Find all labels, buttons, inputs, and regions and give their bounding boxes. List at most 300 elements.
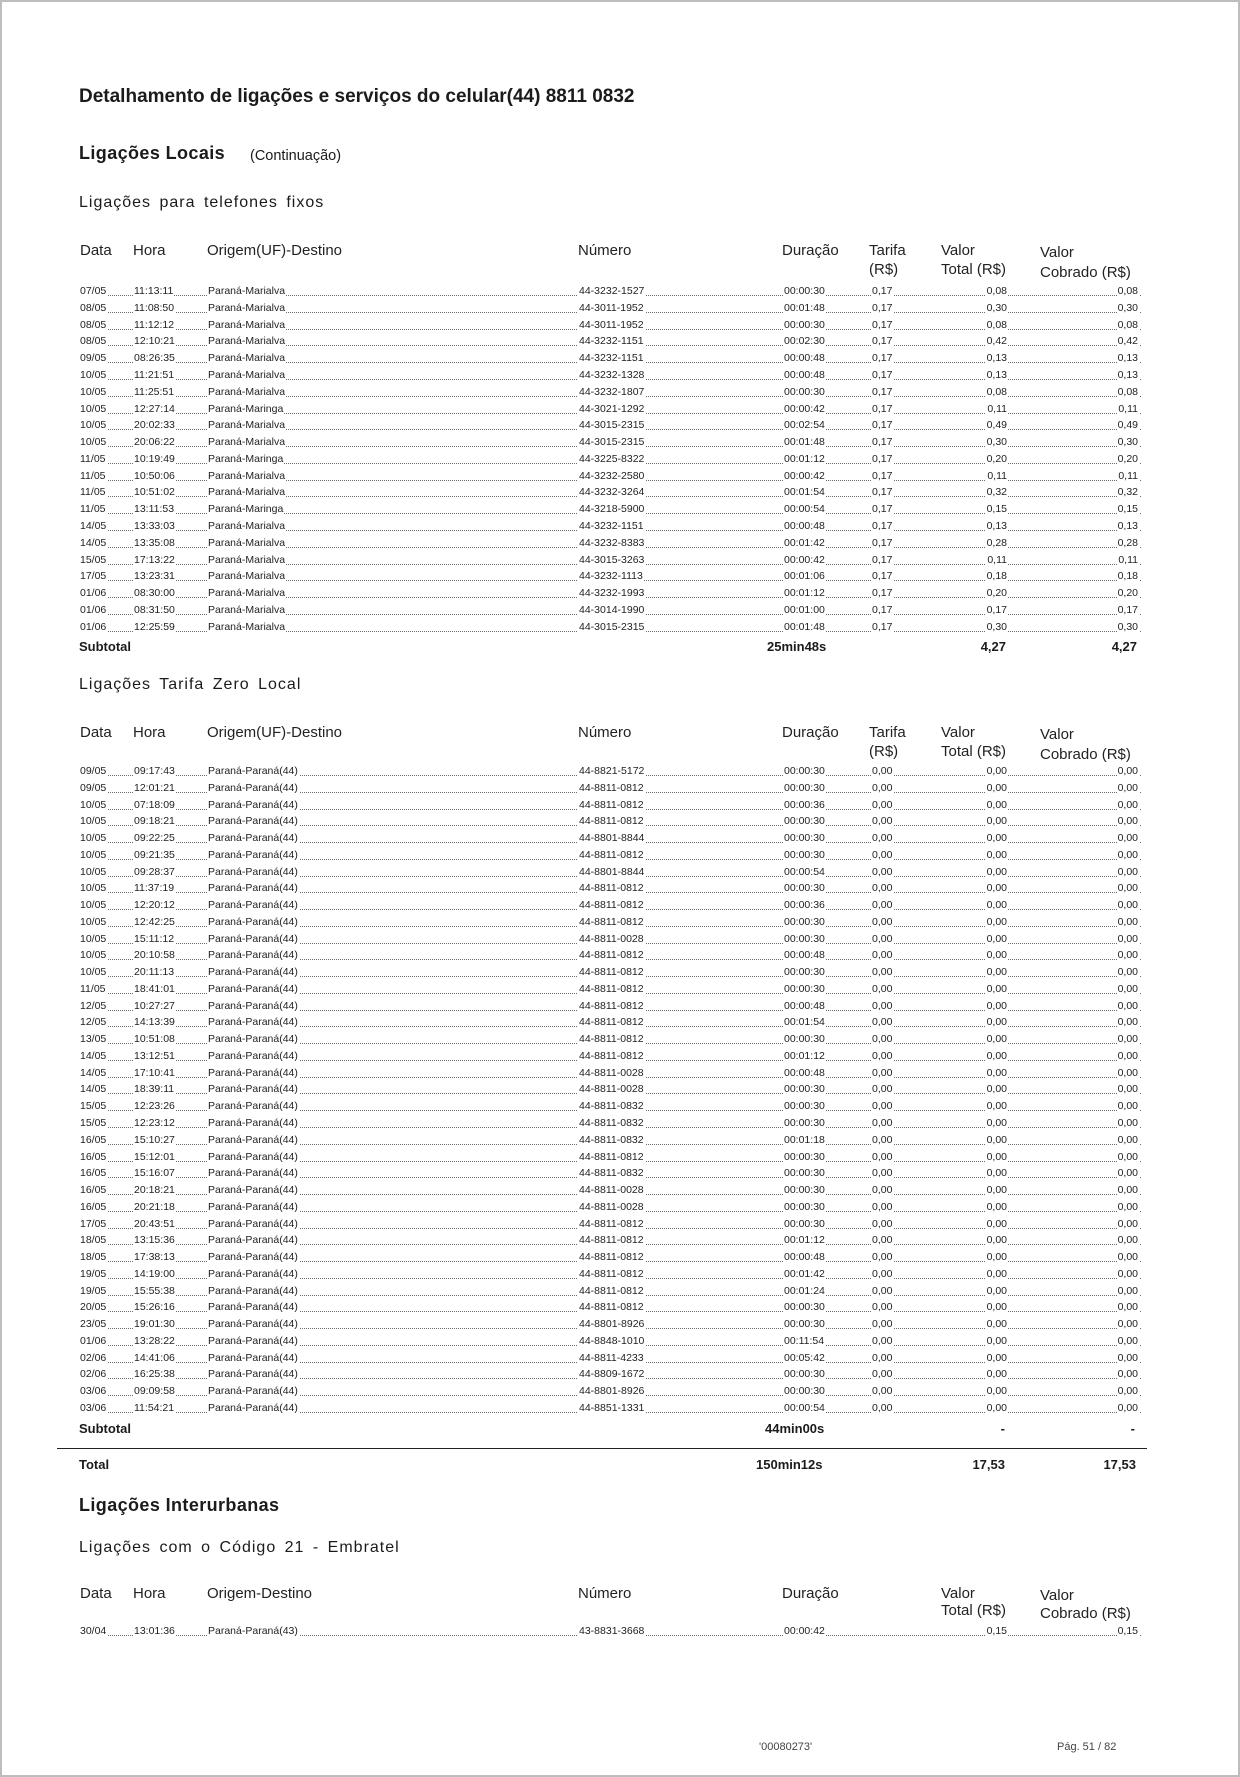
section-title-locais: Ligações Locais	[79, 143, 226, 163]
cell-origem: Paraná-Paraná(44)	[208, 798, 298, 811]
cell-hora: 13:15:36	[134, 1234, 175, 1247]
table-row	[2, 915, 1238, 929]
cell-valor-total: 0,08	[986, 385, 1007, 398]
cell-data: 14/05	[80, 536, 107, 549]
table-row	[2, 1200, 1238, 1214]
cell-valor-cobrado: 0,13	[1117, 368, 1138, 381]
cell-valor-total: 0,49	[986, 419, 1007, 432]
header-numero: Número	[578, 724, 632, 741]
cell-valor-total: 0,00	[986, 1117, 1007, 1129]
cell-numero: 44-3232-1807	[579, 385, 645, 398]
cell-hora: 09:21:35	[134, 848, 175, 861]
cell-origem: Paraná-Paraná(44)	[208, 1301, 298, 1314]
cell-origem: Paraná-Paraná(44)	[208, 1100, 298, 1113]
cell-origem: Paraná-Marialva	[208, 603, 286, 616]
cell-numero: 44-3232-1527	[579, 285, 645, 297]
cell-valor-cobrado: 0,17	[1117, 603, 1138, 616]
cell-valor-total: 0,42	[986, 335, 1007, 348]
cell-valor-total: 0,00	[986, 1133, 1007, 1146]
cell-origem: Paraná-Marialva	[208, 419, 286, 432]
cell-tarifa: 0,00	[872, 882, 893, 895]
cell-valor-cobrado: 0,00	[1117, 915, 1138, 928]
cell-data: 13/05	[80, 1033, 107, 1046]
cell-hora: 15:26:16	[134, 1301, 175, 1314]
cell-origem: Paraná-Paraná(44)	[208, 1385, 298, 1398]
cell-origem: Paraná-Paraná(44)	[208, 932, 298, 945]
cell-hora: 13:12:51	[134, 1049, 175, 1062]
table-row	[2, 469, 1238, 483]
header-origem: Origem(UF)-Destino	[207, 242, 343, 259]
cell-data: 16/05	[80, 1133, 107, 1146]
section-note: (Continuação)	[250, 148, 342, 164]
cell-tarifa: 0,00	[872, 966, 893, 979]
table-row	[2, 620, 1238, 634]
cell-tarifa: 0,17	[872, 368, 893, 381]
cell-tarifa: 0,17	[872, 385, 893, 398]
cell-numero: 43-8831-3668	[579, 1625, 645, 1637]
cell-origem: Paraná-Paraná(44)	[208, 1351, 298, 1364]
table-row	[2, 402, 1238, 416]
table-row	[2, 284, 1238, 298]
cell-hora: 09:18:21	[134, 815, 175, 828]
table-row	[2, 798, 1238, 812]
cell-hora: 13:33:03	[134, 519, 175, 532]
cell-valor-total: 0,15	[986, 1625, 1007, 1637]
cell-numero: 44-8811-0812	[579, 1217, 644, 1230]
cell-hora: 12:20:12	[134, 899, 175, 912]
cell-hora: 11:08:50	[134, 301, 175, 314]
cell-valor-cobrado: 0,42	[1117, 335, 1138, 348]
cell-duracao: 00:00:30	[784, 1368, 825, 1381]
cell-origem: Paraná-Maringa	[208, 452, 284, 465]
cell-valor-total: 0,20	[986, 587, 1007, 599]
cell-tarifa: 0,00	[872, 1401, 893, 1414]
cell-hora: 20:10:58	[134, 949, 175, 962]
cell-numero: 44-3232-3264	[579, 486, 645, 499]
cell-tarifa: 0,00	[872, 848, 893, 861]
cell-data: 14/05	[80, 1083, 107, 1096]
cell-tarifa: 0,17	[872, 587, 893, 599]
cell-hora: 13:01:36	[134, 1625, 175, 1637]
subsection-title-embratel: Ligações com o Código 21 - Embratel	[79, 1539, 400, 1556]
cell-duracao: 00:00:30	[784, 1117, 825, 1129]
cell-valor-total: 0,15	[986, 503, 1007, 516]
cell-numero: 44-8811-0812	[579, 1251, 644, 1263]
cell-duracao: 00:00:48	[784, 1251, 825, 1263]
cell-origem: Paraná-Paraná(44)	[208, 1066, 298, 1079]
cell-origem: Paraná-Paraná(44)	[208, 1167, 298, 1180]
table-row	[2, 932, 1238, 946]
cell-valor-cobrado: 0,00	[1117, 1083, 1138, 1096]
cell-hora: 17:13:22	[134, 553, 175, 566]
table-row	[2, 865, 1238, 879]
cell-tarifa: 0,00	[872, 1301, 893, 1314]
cell-data: 10/05	[80, 815, 107, 828]
cell-valor-total: 0,30	[986, 301, 1007, 314]
cell-valor-cobrado: 0,00	[1117, 1234, 1138, 1247]
cell-data: 14/05	[80, 519, 107, 532]
cell-valor-cobrado: 0,08	[1117, 385, 1138, 398]
cell-data: 18/05	[80, 1234, 107, 1247]
cell-duracao: 00:01:42	[784, 536, 825, 549]
subtotal-valor-cobrado: 4,27	[1111, 639, 1137, 654]
cell-tarifa: 0,00	[872, 865, 893, 878]
cell-numero: 44-3232-8383	[579, 536, 645, 549]
cell-tarifa: 0,17	[872, 335, 893, 348]
cell-data: 10/05	[80, 932, 107, 945]
cell-data: 20/05	[80, 1301, 107, 1314]
table-row	[2, 519, 1238, 533]
cell-numero: 44-8801-8926	[579, 1318, 645, 1331]
cell-duracao: 00:01:12	[784, 452, 825, 465]
cell-duracao: 00:00:30	[784, 1200, 825, 1213]
cell-valor-total: 0,00	[986, 1251, 1007, 1263]
cell-origem: Paraná-Marialva	[208, 553, 286, 566]
cell-numero: 44-3011-1952	[579, 301, 644, 314]
cell-data: 18/05	[80, 1251, 107, 1263]
cell-valor-cobrado: 0,00	[1117, 1049, 1138, 1062]
cell-hora: 16:25:38	[134, 1368, 175, 1381]
header-valor-total-unit: Total (R$)	[941, 743, 1007, 760]
table-row	[2, 569, 1238, 583]
cell-origem: Paraná-Paraná(44)	[208, 1217, 298, 1230]
cell-data: 09/05	[80, 781, 107, 794]
cell-data: 10/05	[80, 402, 107, 415]
cell-hora: 15:12:01	[134, 1150, 175, 1163]
cell-origem: Paraná-Paraná(44)	[208, 1033, 298, 1046]
cell-valor-total: 0,00	[986, 832, 1007, 844]
cell-duracao: 00:11:54	[784, 1334, 825, 1347]
cell-hora: 10:51:08	[134, 1033, 175, 1046]
cell-origem: Paraná-Paraná(44)	[208, 765, 298, 777]
table-row	[2, 1367, 1238, 1381]
cell-origem: Paraná-Paraná(44)	[208, 1251, 298, 1263]
cell-valor-cobrado: 0,11	[1118, 553, 1138, 566]
cell-valor-cobrado: 0,00	[1117, 1301, 1138, 1314]
header-tarifa-unit: (R$)	[869, 743, 899, 760]
cell-tarifa: 0,00	[872, 1234, 893, 1247]
cell-numero: 44-8811-0812	[579, 1049, 644, 1062]
cell-origem: Paraná-Marialva	[208, 301, 286, 314]
cell-origem: Paraná-Marialva	[208, 368, 286, 381]
cell-duracao: 00:00:42	[784, 1625, 825, 1637]
cell-data: 11/05	[80, 982, 106, 995]
cell-valor-cobrado: 0,00	[1117, 815, 1138, 828]
cell-valor-cobrado: 0,00	[1117, 865, 1138, 878]
cell-data: 16/05	[80, 1167, 107, 1180]
cell-tarifa: 0,00	[872, 1133, 893, 1146]
cell-data: 19/05	[80, 1267, 107, 1280]
cell-valor-total: 0,00	[986, 1184, 1007, 1196]
cell-valor-cobrado: 0,00	[1117, 1217, 1138, 1230]
subsection-title-tarifa-zero: Ligações Tarifa Zero Local	[79, 676, 302, 693]
cell-duracao: 00:01:48	[784, 620, 825, 633]
header-hora: Hora	[133, 1585, 166, 1602]
cell-tarifa: 0,00	[872, 1351, 893, 1364]
cell-data: 16/05	[80, 1184, 107, 1196]
cell-numero: 44-3014-1990	[579, 603, 645, 616]
cell-origem: Paraná-Marialva	[208, 486, 286, 499]
cell-valor-cobrado: 0,00	[1117, 1368, 1138, 1381]
cell-hora: 14:41:06	[134, 1351, 175, 1364]
cell-hora: 12:25:59	[134, 620, 175, 633]
table-row	[2, 418, 1238, 432]
cell-valor-cobrado: 0,00	[1117, 1184, 1138, 1196]
cell-numero: 44-3015-2315	[579, 620, 645, 633]
cell-valor-total: 0,00	[986, 815, 1007, 828]
cell-valor-cobrado: 0,18	[1117, 570, 1138, 583]
cell-valor-total: 0,11	[987, 469, 1007, 482]
cell-duracao: 00:01:42	[784, 1267, 825, 1280]
cell-numero: 44-8811-0812	[579, 882, 644, 895]
cell-valor-cobrado: 0,00	[1117, 1150, 1138, 1163]
cell-origem: Paraná-Marialva	[208, 352, 286, 365]
cell-valor-cobrado: 0,00	[1117, 1133, 1138, 1146]
cell-data: 10/05	[80, 915, 107, 928]
header-tarifa: Tarifa	[869, 724, 906, 741]
cell-data: 16/05	[80, 1200, 107, 1213]
cell-valor-total: 0,00	[986, 1066, 1007, 1079]
header-valor-total: Valor	[941, 1585, 975, 1602]
cell-data: 01/06	[80, 1334, 107, 1347]
cell-hora: 08:30:00	[134, 587, 175, 599]
cell-valor-cobrado: 0,20	[1117, 452, 1138, 465]
cell-duracao: 00:00:30	[784, 848, 825, 861]
cell-valor-cobrado: 0,11	[1118, 469, 1138, 482]
table-row	[2, 1150, 1238, 1164]
cell-tarifa: 0,00	[872, 899, 893, 912]
cell-hora: 15:55:38	[134, 1284, 175, 1297]
cell-valor-total: 0,00	[986, 1334, 1007, 1347]
cell-numero: 44-3232-1151	[579, 519, 644, 532]
table-row	[2, 553, 1238, 567]
cell-hora: 10:51:02	[134, 486, 175, 499]
table-row	[2, 1049, 1238, 1063]
cell-hora: 09:28:37	[134, 865, 175, 878]
cell-hora: 20:18:21	[134, 1184, 175, 1196]
cell-origem: Paraná-Paraná(44)	[208, 815, 298, 828]
table-row	[2, 1166, 1238, 1180]
table-row	[2, 1015, 1238, 1029]
table-row	[2, 1384, 1238, 1398]
cell-data: 10/05	[80, 832, 107, 844]
cell-data: 19/05	[80, 1284, 107, 1297]
cell-valor-cobrado: 0,00	[1117, 949, 1138, 962]
header-valor-total: Valor	[941, 242, 975, 259]
cell-numero: 44-3225-8322	[579, 452, 645, 465]
cell-data: 08/05	[80, 335, 107, 348]
table-row	[2, 999, 1238, 1013]
table-row	[2, 1317, 1238, 1331]
cell-data: 11/05	[80, 503, 106, 516]
cell-valor-cobrado: 0,08	[1117, 318, 1138, 331]
cell-numero: 44-8811-0812	[579, 982, 644, 995]
cell-numero: 44-8811-0832	[579, 1167, 644, 1180]
cell-valor-total: 0,00	[986, 1368, 1007, 1381]
cell-tarifa: 0,00	[872, 949, 893, 962]
cell-tarifa: 0,00	[872, 1049, 893, 1062]
cell-tarifa: 0,17	[872, 301, 893, 314]
cell-numero: 44-3015-2315	[579, 419, 645, 432]
cell-data: 10/05	[80, 865, 107, 878]
cell-data: 10/05	[80, 899, 107, 912]
cell-numero: 44-8811-0812	[579, 1150, 644, 1163]
cell-numero: 44-8811-0812	[579, 815, 644, 828]
header-numero: Número	[578, 242, 632, 259]
cell-valor-cobrado: 0,00	[1117, 1200, 1138, 1213]
cell-numero: 44-8811-0812	[579, 1033, 644, 1046]
table-row	[2, 1284, 1238, 1298]
cell-numero: 44-8811-0812	[579, 1284, 644, 1297]
cell-origem: Paraná-Paraná(44)	[208, 848, 298, 861]
cell-valor-total: 0,13	[986, 519, 1007, 532]
cell-origem: Paraná-Paraná(44)	[208, 1267, 298, 1280]
cell-hora: 09:17:43	[134, 765, 175, 777]
cell-duracao: 00:00:48	[784, 999, 825, 1012]
cell-tarifa: 0,00	[872, 798, 893, 811]
cell-duracao: 00:00:30	[784, 932, 825, 945]
cell-valor-cobrado: 0,15	[1117, 1625, 1138, 1637]
cell-tarifa: 0,00	[872, 1083, 893, 1096]
cell-duracao: 00:01:12	[784, 1234, 825, 1247]
cell-data: 10/05	[80, 368, 107, 381]
cell-numero: 44-8811-0812	[579, 848, 644, 861]
cell-valor-cobrado: 0,00	[1117, 1401, 1138, 1414]
cell-tarifa: 0,00	[872, 832, 893, 844]
cell-hora: 11:54:21	[134, 1401, 175, 1414]
header-hora: Hora	[133, 724, 166, 741]
cell-tarifa: 0,00	[872, 1016, 893, 1029]
total-duracao: 150min12s	[756, 1457, 823, 1472]
cell-valor-total: 0,00	[986, 1301, 1007, 1314]
cell-data: 15/05	[80, 553, 107, 566]
cell-numero: 44-3015-3263	[579, 553, 645, 566]
cell-valor-total: 0,28	[986, 536, 1007, 549]
cell-duracao: 00:00:30	[784, 765, 825, 777]
cell-hora: 10:50:06	[134, 469, 175, 482]
cell-hora: 10:27:27	[134, 999, 175, 1012]
cell-duracao: 00:00:42	[784, 469, 825, 482]
cell-hora: 11:21:51	[134, 368, 175, 381]
cell-origem: Paraná-Paraná(44)	[208, 1016, 298, 1029]
table-row	[2, 831, 1238, 845]
cell-tarifa: 0,00	[872, 1318, 893, 1331]
cell-hora: 15:16:07	[134, 1167, 175, 1180]
cell-numero: 44-3218-5900	[579, 503, 645, 516]
cell-duracao: 00:01:24	[784, 1284, 825, 1297]
cell-tarifa: 0,00	[872, 999, 893, 1012]
cell-origem: Paraná-Paraná(44)	[208, 1117, 298, 1129]
cell-numero: 44-8811-0832	[579, 1100, 644, 1113]
table-row	[2, 1334, 1238, 1348]
cell-duracao: 00:01:12	[784, 1049, 825, 1062]
cell-numero: 44-8801-8844	[579, 832, 645, 844]
cell-tarifa: 0,00	[872, 1200, 893, 1213]
cell-numero: 44-8811-0812	[579, 949, 644, 962]
cell-valor-cobrado: 0,00	[1117, 1267, 1138, 1280]
header-data: Data	[80, 1585, 112, 1602]
cell-duracao: 00:00:30	[784, 1318, 825, 1331]
cell-numero: 44-3232-1151	[579, 335, 644, 348]
cell-origem: Paraná-Marialva	[208, 587, 286, 599]
cell-numero: 44-8811-0812	[579, 798, 644, 811]
cell-duracao: 00:00:30	[784, 781, 825, 794]
total-divider	[57, 1448, 1147, 1449]
cell-tarifa: 0,00	[872, 765, 893, 777]
cell-valor-total: 0,00	[986, 949, 1007, 962]
subtotal-duracao: 25min48s	[767, 639, 827, 654]
cell-data: 08/05	[80, 318, 107, 331]
cell-numero: 44-3232-2580	[579, 469, 645, 482]
cell-hora: 12:27:14	[134, 402, 175, 415]
cell-hora: 20:02:33	[134, 419, 175, 432]
cell-hora: 17:38:13	[134, 1251, 175, 1263]
cell-hora: 20:11:13	[134, 966, 175, 979]
cell-valor-total: 0,00	[986, 1284, 1007, 1297]
cell-valor-cobrado: 0,49	[1117, 419, 1138, 432]
cell-valor-cobrado: 0,00	[1117, 1117, 1138, 1129]
table-row	[2, 334, 1238, 348]
cell-data: 03/06	[80, 1385, 107, 1398]
header-valor-cobrado-unit: Cobrado (R$)	[1040, 746, 1131, 763]
table-row	[2, 1624, 1238, 1638]
cell-valor-cobrado: 0,15	[1117, 503, 1138, 516]
header-tarifa-unit: (R$)	[869, 261, 899, 278]
table-row	[2, 1116, 1238, 1130]
cell-numero: 44-8811-0812	[579, 966, 644, 979]
cell-valor-total: 0,00	[986, 1234, 1007, 1247]
cell-numero: 44-8811-0812	[579, 915, 644, 928]
cell-data: 01/06	[80, 603, 107, 616]
cell-data: 15/05	[80, 1100, 107, 1113]
cell-origem: Paraná-Paraná(44)	[208, 1083, 298, 1096]
cell-hora: 11:25:51	[134, 385, 175, 398]
cell-duracao: 00:02:30	[784, 335, 825, 348]
total-valor-total: 17,53	[972, 1457, 1005, 1472]
cell-hora: 20:06:22	[134, 436, 175, 448]
cell-valor-total: 0,00	[986, 1100, 1007, 1113]
cell-origem: Paraná-Marialva	[208, 318, 286, 331]
cell-origem: Paraná-Paraná(44)	[208, 1284, 298, 1297]
cell-valor-total: 0,00	[986, 1049, 1007, 1062]
cell-duracao: 00:00:54	[784, 503, 825, 516]
table-row	[2, 814, 1238, 828]
cell-valor-total: 0,00	[986, 798, 1007, 811]
cell-data: 07/05	[80, 285, 107, 297]
cell-origem: Paraná-Marialva	[208, 335, 286, 348]
cell-data: 09/05	[80, 765, 107, 777]
cell-duracao: 00:00:54	[784, 1401, 825, 1414]
cell-valor-cobrado: 0,13	[1117, 352, 1138, 365]
table-row	[2, 1082, 1238, 1096]
cell-tarifa: 0,17	[872, 570, 893, 583]
cell-numero: 44-8811-0812	[579, 1301, 644, 1314]
cell-duracao: 00:00:30	[784, 982, 825, 995]
total-valor-cobrado: 17,53	[1103, 1457, 1136, 1472]
subtotal-label: Subtotal	[79, 1421, 131, 1436]
table-row	[2, 368, 1238, 382]
table-row	[2, 1267, 1238, 1281]
header-valor-cobrado-unit: Cobrado (R$)	[1040, 1605, 1131, 1622]
cell-duracao: 00:00:48	[784, 949, 825, 962]
cell-tarifa: 0,00	[872, 1066, 893, 1079]
cell-tarifa: 0,17	[872, 486, 893, 499]
header-numero: Número	[578, 1585, 632, 1602]
cell-numero: 44-8811-0812	[579, 781, 644, 794]
cell-data: 09/05	[80, 352, 107, 365]
cell-origem: Paraná-Paraná(44)	[208, 982, 298, 995]
cell-tarifa: 0,00	[872, 1100, 893, 1113]
